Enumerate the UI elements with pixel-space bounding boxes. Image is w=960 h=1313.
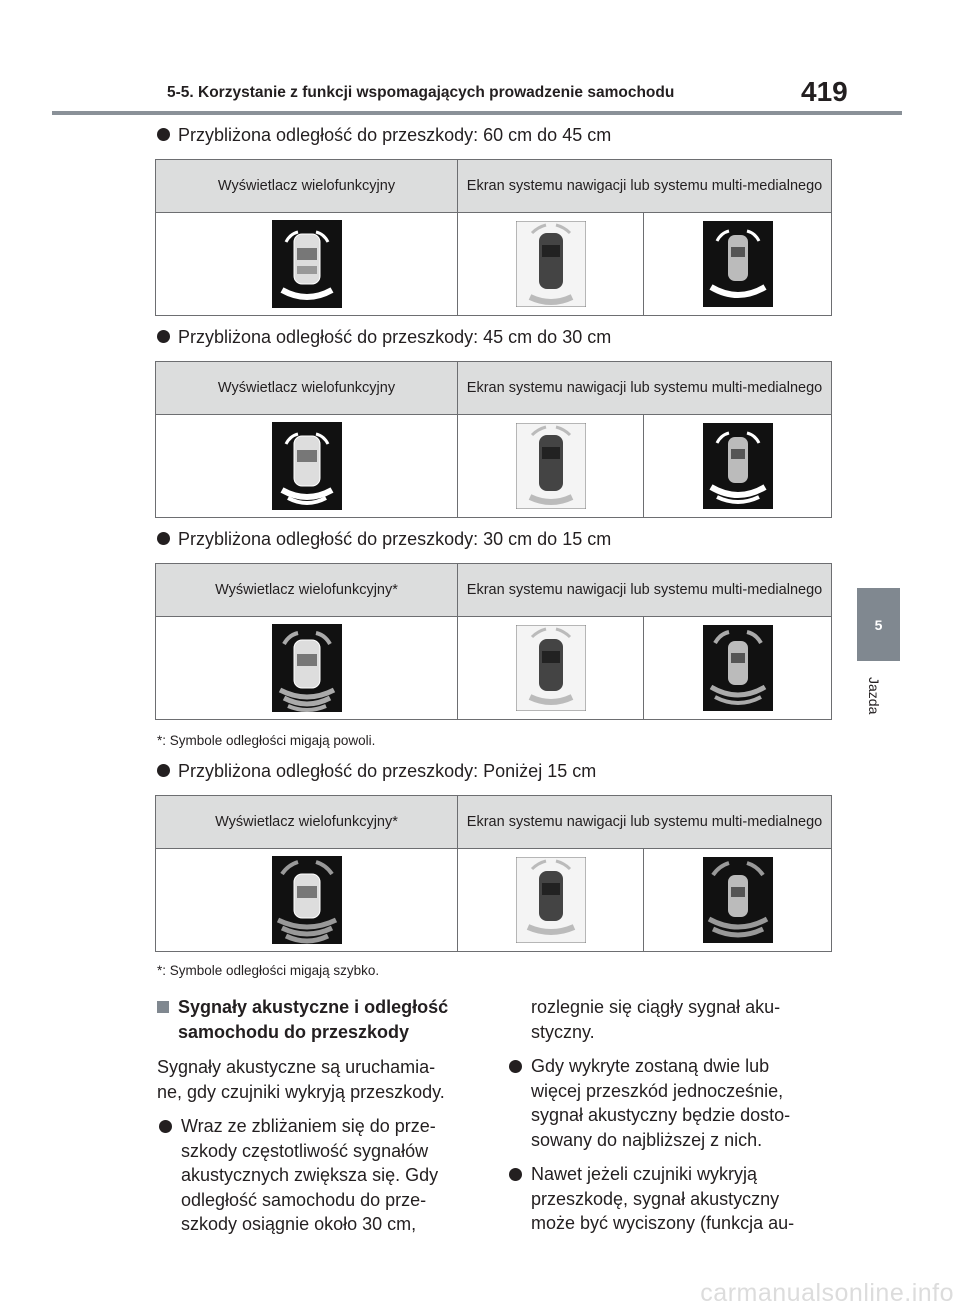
- intro-paragraph: [157, 1055, 487, 1104]
- display-table-2: [155, 361, 832, 518]
- section-1-bullet: [157, 125, 611, 146]
- left-text-column: [157, 995, 487, 1237]
- table-2-multi-image: [156, 415, 458, 518]
- para-line-1: Sygnały akustyczne są uruchamia-: [157, 1057, 436, 1077]
- multi-display-car-image: [272, 220, 342, 308]
- bullet-line: akustycznych zwiększa się. Gdy: [181, 1165, 439, 1185]
- section-3-footnote: *: Symbole odległości migają powoli.: [157, 733, 376, 748]
- bullet-dot: [509, 1060, 522, 1073]
- nav-display-car-image-dark: [703, 423, 773, 509]
- heading-line-1: Sygnały akustyczne i odległość: [178, 997, 449, 1017]
- table-3-header-multi: Wyświetlacz wielofunkcyjny*: [156, 564, 458, 617]
- bullet-line: Wraz ze zbliżaniem się do prze-: [181, 1116, 436, 1136]
- heading-line-2: samochodu do przeszkody: [178, 1021, 410, 1042]
- section-2-bullet: [157, 327, 611, 348]
- bullet-line: Nawet jeżeli czujniki wykryją: [531, 1164, 758, 1184]
- section-2-text: Przybliżona odległość do przeszkody: 45 cm do 30 cm: [178, 327, 612, 347]
- table-4-nav-image-a: [458, 849, 644, 952]
- display-table-1: [155, 159, 832, 316]
- bullet-item-mute: [507, 1162, 837, 1236]
- section-3-bullet: [157, 529, 611, 550]
- continued-text: [507, 995, 837, 1044]
- bullet-dot: [157, 128, 170, 141]
- bullet-line: sygnał akustyczny będzie dosto-: [531, 1105, 791, 1125]
- table-3-multi-image: [156, 617, 458, 720]
- bullet-dot: [157, 764, 170, 777]
- bullet-line: Gdy wykryte zostaną dwie lub: [531, 1056, 770, 1076]
- section-1-text: Przybliżona odległość do przeszkody: 60 cm do 45 cm: [178, 125, 612, 145]
- section-4-bullet: [157, 761, 596, 782]
- multi-display-car-image: [272, 624, 342, 712]
- multi-display-car-image: [272, 422, 342, 510]
- chapter-tab[interactable]: 5: [857, 588, 900, 661]
- table-2-nav-image-a: [458, 415, 644, 518]
- bullet-line: odległość samochodu do prze-: [181, 1189, 427, 1210]
- bullet-line: więcej przeszkód jednocześnie,: [531, 1080, 784, 1101]
- cont-line: styczny.: [531, 1021, 595, 1042]
- table-1-multi-image: [156, 213, 458, 316]
- table-1-nav-image-a: [458, 213, 644, 316]
- bullet-line: może być wyciszony (funkcja au-: [531, 1213, 795, 1233]
- page-header-title: 5-5. Korzystanie z funkcji wspomagających prowadzenie samochodu: [167, 84, 675, 101]
- bullet-dot: [157, 532, 170, 545]
- page-number: 419: [801, 76, 848, 107]
- para-line-2: ne, gdy czujniki wykryją przeszkody.: [157, 1081, 445, 1102]
- bullet-item-frequency: [157, 1114, 487, 1237]
- right-text-column: [507, 995, 837, 1236]
- bullet-line: przeszkodę, sygnał akustyczny: [531, 1188, 780, 1209]
- nav-display-car-image-light: [516, 423, 586, 509]
- bullet-dot: [157, 330, 170, 343]
- table-1-nav-image-b: [644, 213, 832, 316]
- table-4-header-multi: Wyświetlacz wielofunkcyjny*: [156, 796, 458, 849]
- table-1-header-multi: Wyświetlacz wielofunkcyjny: [156, 160, 458, 213]
- bullet-line: szkody częstotliwość sygnałów: [181, 1140, 429, 1161]
- section-3-text: Przybliżona odległość do przeszkody: 30 cm do 15 cm: [178, 529, 612, 549]
- section-4-text: Przybliżona odległość do przeszkody: Poniżej 15 cm: [178, 761, 597, 781]
- table-1-header-nav: Ekran systemu nawigacji lub systemu multi-medialnego: [458, 160, 832, 213]
- cont-line: rozlegnie się ciągły sygnał aku-: [531, 997, 781, 1017]
- bullet-line: szkody osiągnie około 30 cm,: [181, 1214, 417, 1234]
- table-4-header-nav: Ekran systemu nawigacji lub systemu multi-medialnego: [458, 796, 832, 849]
- table-2-header-multi: Wyświetlacz wielofunkcyjny: [156, 362, 458, 415]
- subsection-heading: [157, 995, 487, 1044]
- section-4-footnote: *: Symbole odległości migają szybko.: [157, 963, 380, 978]
- nav-display-car-image-dark: [703, 221, 773, 307]
- display-table-3: [155, 563, 832, 720]
- nav-display-car-image-light: [516, 625, 586, 711]
- table-4-nav-image-b: [644, 849, 832, 952]
- chapter-label: Jazda: [866, 677, 882, 715]
- bullet-dot: [159, 1120, 172, 1133]
- table-2-nav-image-b: [644, 415, 832, 518]
- bullet-line: sowany do najbliższej z nich.: [531, 1129, 763, 1150]
- nav-display-car-image-dark: [703, 857, 773, 943]
- table-3-header-nav: Ekran systemu nawigacji lub systemu multi-medialnego: [458, 564, 832, 617]
- square-bullet-icon: [157, 1001, 169, 1013]
- display-table-4: [155, 795, 832, 952]
- table-3-nav-image-b: [644, 617, 832, 720]
- table-2-header-nav: Ekran systemu nawigacji lub systemu multi-medialnego: [458, 362, 832, 415]
- nav-display-car-image-dark: [703, 625, 773, 711]
- table-4-multi-image: [156, 849, 458, 952]
- nav-display-car-image-light: [516, 857, 586, 943]
- bullet-item-multiple-obstacles: [507, 1054, 837, 1152]
- bullet-dot: [509, 1168, 522, 1181]
- multi-display-car-image: [272, 856, 342, 944]
- header-rule: [52, 111, 902, 115]
- watermark: carmanualsonline.info: [700, 1279, 954, 1307]
- table-3-nav-image-a: [458, 617, 644, 720]
- nav-display-car-image-light: [516, 221, 586, 307]
